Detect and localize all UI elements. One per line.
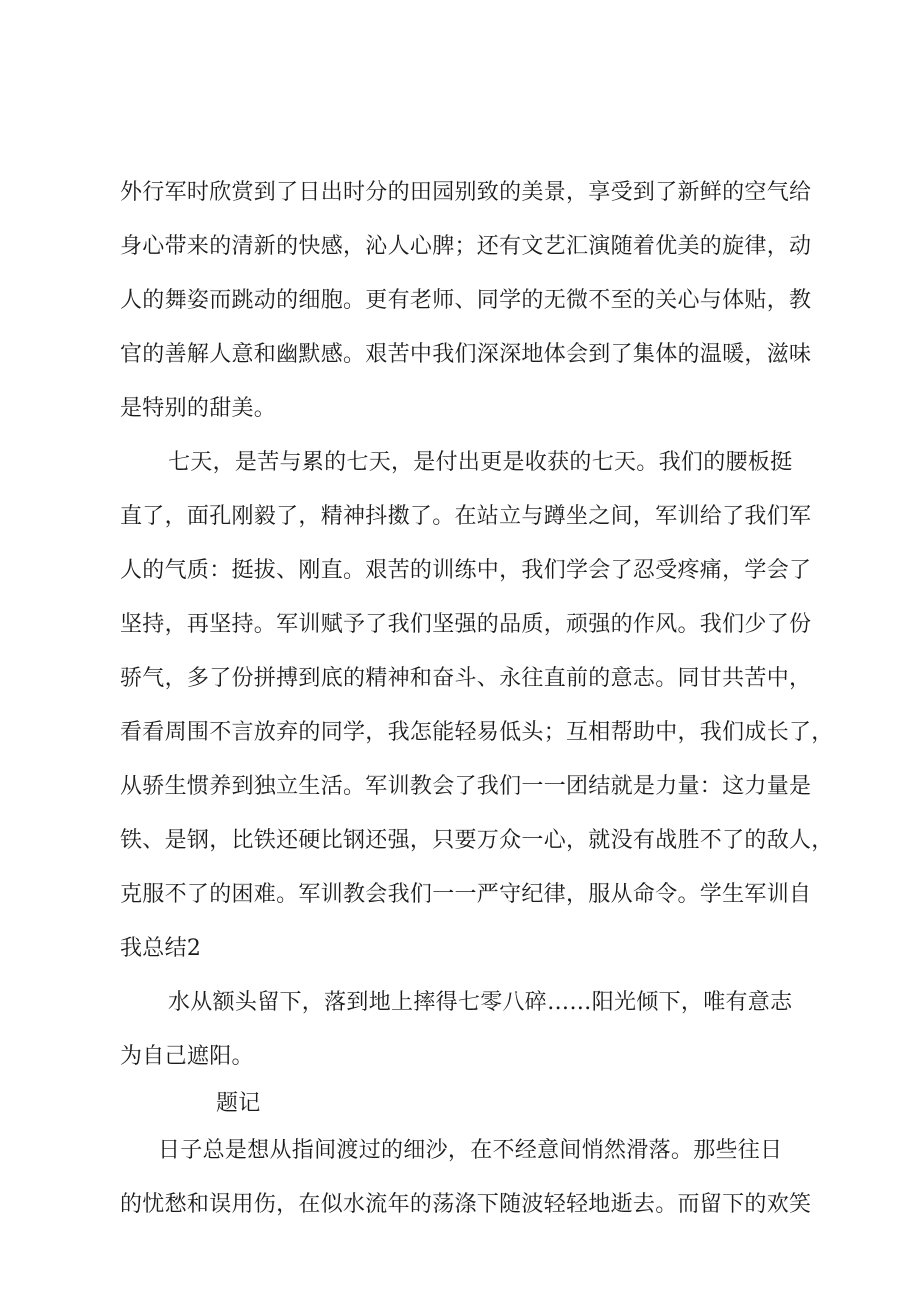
text-line: 的忧愁和误用伤，在似水流年的荡涤下随波轻轻地逝去。而留下的欢笑 xyxy=(120,1192,812,1217)
text-line: 从骄生惯养到独立生活。军训教会了我们一一团结就是力量：这力量是 xyxy=(120,774,812,799)
text-line: 我总结2 xyxy=(120,936,202,961)
paragraph-4 xyxy=(120,1124,830,1232)
text-line: 水从额头留下，落到地上摔得七零八碎……阳光倾下，唯有意志 xyxy=(168,990,793,1015)
title-note: 题记 xyxy=(216,1091,261,1116)
paragraph-3 xyxy=(120,976,830,1084)
text-line: 克服不了的困难。军训教会我们一一严守纪律，服从命令。学生军训自 xyxy=(120,882,812,907)
text-line: 骄气，多了份拼搏到底的精神和奋斗、永往直前的意志。同甘共苦中， xyxy=(120,666,812,691)
text-line: 官的善解人意和幽默感。艰苦中我们深深地体会到了集体的温暖，滋味 xyxy=(120,342,812,367)
text-line: 看看周围不言放弃的同学，我怎能轻易低头；互相帮助中，我们成长了， xyxy=(120,720,834,745)
paragraph-2 xyxy=(120,436,834,976)
text-line: 身心带来的清新的快感，沁人心脾；还有文艺汇演随着优美的旋律，动 xyxy=(120,234,812,259)
text-line: 是特别的甜美。 xyxy=(120,396,277,421)
text-line: 人的气质：挺拔、刚直。艰苦的训练中，我们学会了忍受疼痛，学会了 xyxy=(120,558,812,583)
text-line: 七天，是苦与累的七天，是付出更是收获的七天。我们的腰板挺 xyxy=(168,450,793,475)
text-line: 外行军时欣赏到了日出时分的田园别致的美景，享受到了新鲜的空气给 xyxy=(120,180,812,205)
paragraph-1 xyxy=(120,166,830,436)
text-line: 坚持，再坚持。军训赋予了我们坚强的品质，顽强的作风。我们少了份 xyxy=(120,612,812,637)
text-line: 为自己遮阳。 xyxy=(120,1044,254,1069)
document-body xyxy=(120,166,834,1232)
text-line: 直了，面孔刚毅了，精神抖擞了。在站立与蹲坐之间，军训给了我们军 xyxy=(120,504,812,529)
text-line: 人的舞姿而跳动的细胞。更有老师、同学的无微不至的关心与体贴，教 xyxy=(120,288,812,313)
text-line: 铁、是钢，比铁还硬比钢还强，只要万众一心，就没有战胜不了的敌人， xyxy=(120,828,834,853)
text-line: 日子总是想从指间渡过的细沙，在不经意间悄然滑落。那些往日 xyxy=(158,1138,783,1163)
